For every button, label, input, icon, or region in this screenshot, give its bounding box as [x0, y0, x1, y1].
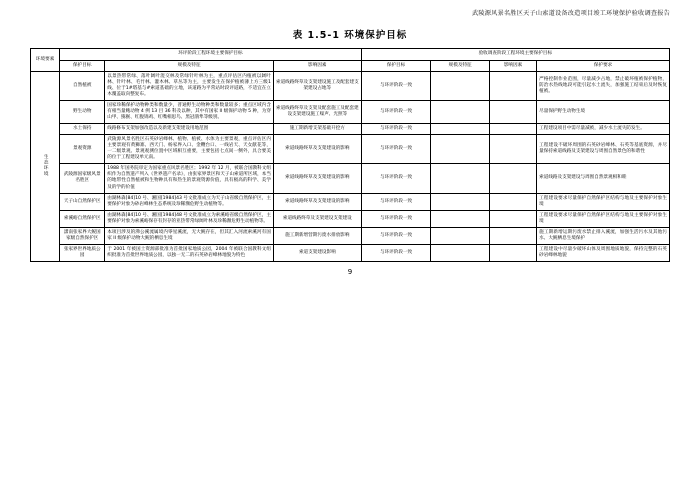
col-header-protect-goal: 保护目标	[60, 60, 105, 71]
cell-impact-2	[489, 71, 536, 100]
cell-goal: 潇南张家界大鲵国家级自然保护区	[60, 227, 105, 244]
cell-goal-2: 与环评阶段一致	[361, 164, 431, 193]
table-row	[31, 193, 670, 210]
col-header-protect-requirement: 保护要求	[537, 60, 670, 71]
cell-scale-2	[431, 124, 489, 135]
cell-requirement: 工程建设项目中需尽量减被，减少水土流失防发生。	[537, 124, 670, 135]
cell-goal: 景观资源	[60, 135, 105, 164]
cell-requirement: 工程建设要求尽量保护自然保护区结构与地及主要保护对象生境	[537, 193, 670, 210]
cell-goal-2: 与环评阶段一致	[361, 193, 431, 210]
cell-scale: 由湖林森[84]10 号、湘国[1984]43 号文批准成立为天子山省级自然保护区，主要保护对象为砂岩峰林生态系统及珍稀濒危野生动植物等。	[105, 193, 274, 210]
cell-requirement: 施工期新增运期污废水禁止排入溪流，加强生活污水及其他污水、大鲵栖息生境保护	[537, 227, 670, 244]
cell-scale-2	[431, 100, 489, 123]
table-row	[31, 164, 670, 193]
environment-protection-goals-table	[30, 48, 670, 262]
cell-impact: 索道线路终草及支架建设的影响	[273, 164, 361, 193]
cell-scale: 国家珍稀保护动物种类和数量少，普通野生动物种类和数量较多；重点区域内含有相当量鲍动物 4 例 13 目 36 科及以种，其中有国家 II 级保护动物 5 种，为穿山甲、猕猴、红腹锦鸡、红嘴相思鸟、黑冠鹃隼等级别。	[105, 100, 274, 123]
col-header-group-design: 环评阶段工程环境主要保护目标	[60, 49, 361, 60]
cell-requirement: 尽量保护野生动物生境	[537, 100, 670, 123]
cell-scale-2	[431, 193, 489, 210]
col-header-group-check: 验收调查阶段工程环境主要保护目标	[361, 49, 669, 60]
cell-scale-2	[431, 164, 489, 193]
cell-impact-2	[489, 210, 536, 227]
cell-goal: 武陵源国家级风景名胜区	[60, 164, 105, 193]
cell-goal-2: 与环评阶段一致	[361, 124, 431, 135]
cell-impact-2	[489, 193, 536, 210]
cell-goal-2: 与环评阶段一致	[361, 71, 431, 100]
cell-impact: 索道线路终草及支架及配套施工及配套建设支架建设施工噪声、光照等	[273, 100, 361, 123]
cell-scale-2	[431, 71, 489, 100]
cell-goal: 索溪峪自然保护区	[60, 210, 105, 227]
cell-scale: 1988 年国务院审定为国家重点风景名胜区；1992 年 12 月，被联合国教科文组织作为自然遗产列入《世界遗产名录》，由张家界景区和天子山索道所区域，本当的地带性自然植被和生物种具有和热生的景观资源价值，具有极高的科学、美学及的学的价值	[105, 164, 274, 193]
col-header-scale-feature: 规模及特征	[105, 60, 274, 71]
cell-goal-2: 与环评阶段一致	[361, 100, 431, 123]
cell-scale-2	[431, 135, 489, 164]
cell-impact: 施工期新增支架基础开挖方	[273, 124, 361, 135]
cell-goal: 天子山自然保护区	[60, 193, 105, 210]
table-row	[31, 210, 670, 227]
cell-requirement: 索道线路及支架建设与周围自然景观相和睦	[537, 164, 670, 193]
col-header-env-element: 环境要素	[31, 49, 60, 71]
table-row	[31, 124, 670, 135]
table-row	[31, 135, 670, 164]
cell-goal: 野生动物	[60, 100, 105, 123]
cell-impact-2	[489, 124, 536, 135]
cell-scale: 武陵源风景名胜区石英砂岩峰林、植物、植被、水体为主要景观，重点评估区内主要景观有黄狮寨、西天门、杨家界入口、金鞭台口、一线岩天、天女献花等，一二级景观、景观观测位置中区域相互重要，主要包括七点间一侧外，具合要美的位于工程建设单元南。	[105, 135, 274, 164]
table-row	[31, 71, 670, 100]
table-header-row-1	[31, 49, 670, 60]
cell-requirement: 工程建设中尽量少破坏山体及周围地质地貌，保持完整的石英砂岩峰林地貌	[537, 244, 670, 261]
table-body	[31, 71, 670, 262]
row-group-label-ecology	[31, 71, 60, 262]
running-header: 武陵源风景名胜区天子山索道设备改造项目竣工环境保护验收调查报告	[471, 10, 670, 17]
table-title: 表 1.5-1 环境保护目标	[292, 30, 408, 42]
cell-goal-2: 与环评阶段一致	[361, 135, 431, 164]
cell-scale: 线路修布支架加强改造以及新建支架建设用地范围	[105, 124, 274, 135]
cell-scale-2	[431, 210, 489, 227]
col-header-scale-feature-2: 规模及特征	[431, 60, 489, 71]
cell-impact-2	[489, 135, 536, 164]
cell-scale-2	[431, 227, 489, 244]
table-row	[31, 244, 670, 261]
cell-impact: 索道线路终草及支架建设的影响	[273, 193, 361, 210]
cell-goal-2: 与环评阶段一致	[361, 227, 431, 244]
table-row	[31, 100, 670, 123]
cell-impact: 索道线路终草及支架建设施工及配套建支架建设占地等	[273, 71, 361, 100]
cell-requirement: 工程建设要求尽量保护自然保护区结构与地及主要保护对象生境	[537, 210, 670, 227]
col-header-impact-factor-2: 影响因素	[489, 60, 536, 71]
cell-impact-2	[489, 244, 536, 261]
cell-goal-2: 与环评阶段一致	[361, 244, 431, 261]
row-group-label-text: 生态环境	[43, 153, 49, 176]
cell-impact-2	[489, 227, 536, 244]
cell-impact-2	[489, 100, 536, 123]
cell-scale: 以景热带常绿、落叶阔叶混交林及常绿针叶林为主，重点评估区内植被以阔叶林、针叶林、毛竹林、灌木林、草丛等为主，主要发生在保护植被薄上方三级1线、位于1#塔基与#索道基础的立地，该道路为平常站时段评道路，不适宜在立木覆盖取向整复布。	[105, 71, 274, 100]
cell-impact: 施工期新增营期污废水排放影响	[273, 227, 361, 244]
cell-scale-2	[431, 244, 489, 261]
col-header-protect-goal-2: 保护目标	[361, 60, 431, 71]
table-header-row-2	[31, 60, 670, 71]
cell-requirement: 工程建设不破坏周围的石英砂岩峰林、石英等基底资源，并尽量保持索道线路及支架建设与周围自然景色的和谐性	[537, 135, 670, 164]
cell-impact: 索道支架建设影响	[273, 244, 361, 261]
table-row	[31, 227, 670, 244]
cell-impact-2	[489, 164, 536, 193]
col-header-impact-factor: 影响因素	[273, 60, 361, 71]
cell-scale: 由湖林森[84]10 号、湘国[1984]48 号文批准成立为索溪峪省级自然保护区，主要保护对象为索溪峪保存有封存的亚热带常绿阔叶林及珍稀濒危野生动植物等。	[105, 210, 274, 227]
cell-goal: 张家界世界地质公园	[60, 244, 105, 261]
cell-goal: 自然植被	[60, 71, 105, 100]
cell-impact: 索道线路终草及支架建设支架建设	[273, 210, 361, 227]
page-number: 9	[347, 268, 353, 277]
cell-impact: 索道线路终草及支架建设的影响	[273, 135, 361, 164]
cell-requirement: 严格控制作业范围，尽量减少占地，禁止破坏植被保护植物，防治水热线地段可能引起水土流失，加强施工结束后及时恢复植被。	[537, 71, 670, 100]
cell-goal-2: 与环评阶段一致	[361, 210, 431, 227]
cell-scale: 本项目涉及的沸公溪流属境内零星溪流，无大鲵存在，但其汇入河流索溪河有国家 II 级保护动物大鲵的栖息生境	[105, 227, 274, 244]
cell-goal: 水土保持	[60, 124, 105, 135]
cell-scale: 于 2001 年被国土资源部批准为首批国家地质公园，2004 年被联合国教科文组织批准为首批世界地质公园，以独一无二的石英砂岩峰林地貌为特色	[105, 244, 274, 261]
